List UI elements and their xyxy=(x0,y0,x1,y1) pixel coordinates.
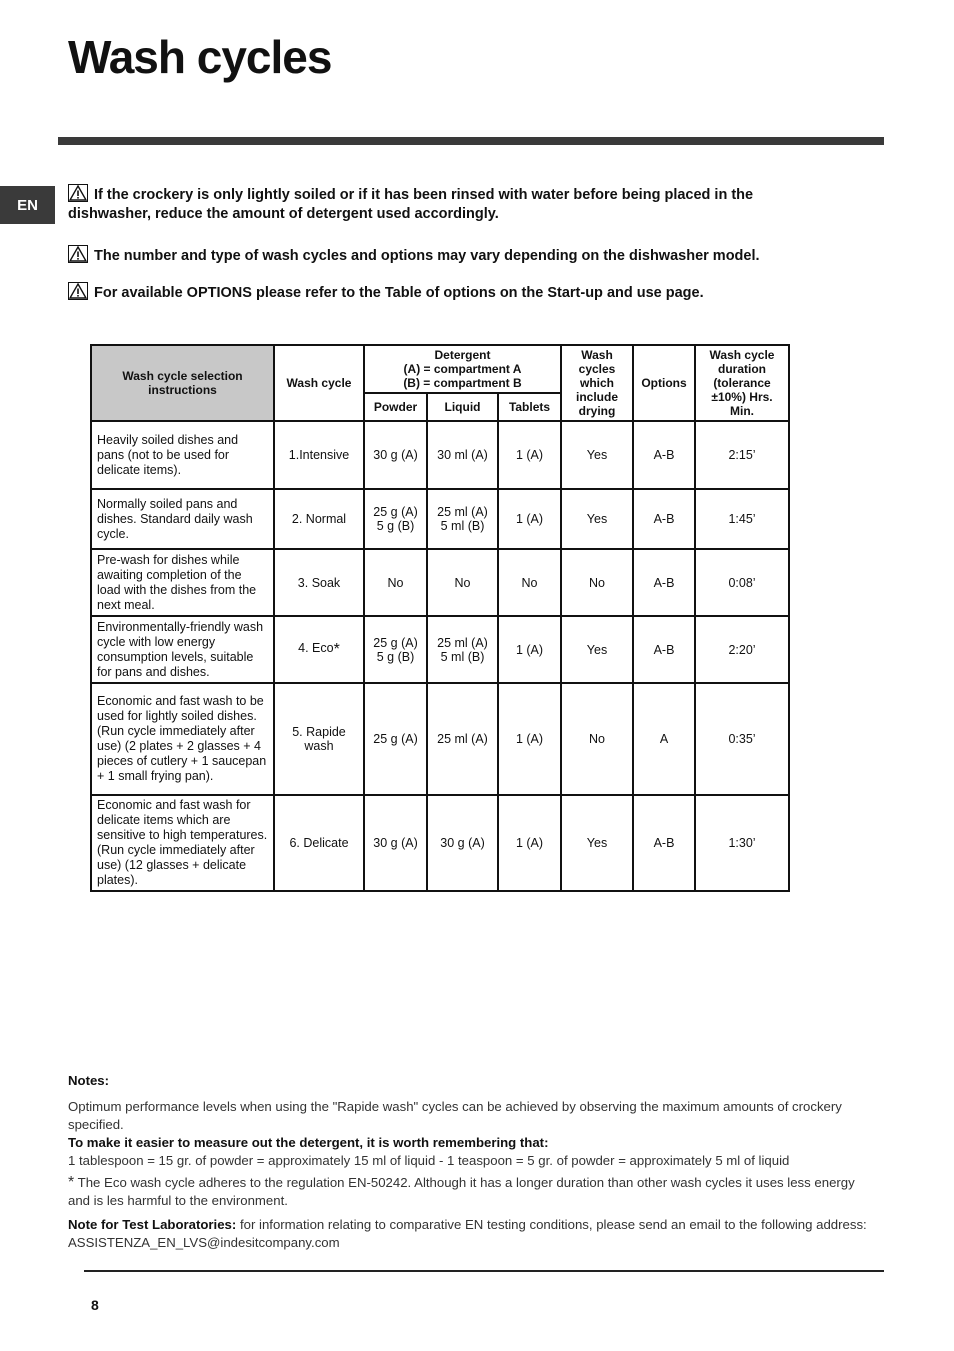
cell-cycle: 1.Intensive xyxy=(274,421,364,489)
header-instructions: Wash cycle selection instructions xyxy=(91,345,274,421)
cell-liquid: No xyxy=(427,549,498,616)
cell-drying: Yes xyxy=(561,795,633,891)
wash-cycles-table xyxy=(90,344,790,892)
cell-tablets: No xyxy=(498,549,561,616)
cell-options: A-B xyxy=(633,549,695,616)
cell-tablets: 1 (A) xyxy=(498,683,561,795)
cell-duration: 2:20’ xyxy=(695,616,789,683)
cell-powder: 30 g (A) xyxy=(364,795,427,891)
page-number: 8 xyxy=(91,1297,99,1313)
header-duration: Wash cycle duration (tolerance ±10%) Hrs. Min. xyxy=(695,345,789,421)
cell-powder: 25 g (A) 5 g (B) xyxy=(364,489,427,549)
cell-duration: 1:30’ xyxy=(695,795,789,891)
cell-tablets: 1 (A) xyxy=(498,616,561,683)
footnote-mark: * xyxy=(68,1174,75,1191)
cell-cycle: 2. Normal xyxy=(274,489,364,549)
cell-liquid: 25 ml (A) 5 ml (B) xyxy=(427,616,498,683)
warning-icon xyxy=(68,282,88,300)
header-detergent-title: Detergent xyxy=(434,348,491,362)
cell-tablets: 1 (A) xyxy=(498,795,561,891)
cell-powder: 25 g (A) 5 g (B) xyxy=(364,616,427,683)
header-options: Options xyxy=(633,345,695,421)
cell-options: A-B xyxy=(633,489,695,549)
table-row xyxy=(91,795,789,891)
notes-heading: Notes: xyxy=(68,1073,110,1088)
warning-text-2: The number and type of wash cycles and options may vary depending on the dishwasher model. xyxy=(94,248,760,264)
cell-drying: No xyxy=(561,549,633,616)
cell-options: A-B xyxy=(633,616,695,683)
top-divider xyxy=(58,137,884,145)
table-row xyxy=(91,616,789,683)
warning-icon xyxy=(68,245,88,263)
cell-powder: 25 g (A) xyxy=(364,683,427,795)
warning-icon xyxy=(68,184,88,202)
cell-cycle: 3. Soak xyxy=(274,549,364,616)
notes-measure-heading: To make it easier to measure out the detergent, it is worth remembering that: xyxy=(68,1135,549,1150)
notes-lab-text: for information relating to comparative EN testing conditions, please send an email to the following address: ASSISTENZA_EN_LVS@indesitcompany.com xyxy=(68,1217,867,1250)
table-row xyxy=(91,421,789,489)
cell-drying: No xyxy=(561,683,633,795)
cell-cycle-label: 4. Eco xyxy=(298,640,334,655)
table-row xyxy=(91,549,789,616)
cell-tablets: 1 (A) xyxy=(498,489,561,549)
header-drying: Wash cycles which include drying xyxy=(561,345,633,421)
cell-desc: Normally soiled pans and dishes. Standard daily wash cycle. xyxy=(91,489,274,549)
warning-text-3: For available OPTIONS please refer to the Table of options on the Start-up and use page. xyxy=(94,285,704,301)
cell-liquid: 25 ml (A) 5 ml (B) xyxy=(427,489,498,549)
notes-lab-label: Note for Test Laboratories: xyxy=(68,1217,237,1232)
cell-desc: Economic and fast wash to be used for lightly soiled dishes. (Run cycle immediately after use) (2 plates + 2 glasses + 4 pieces of cutlery + 1 saucepan + 1 small frying pan). xyxy=(91,683,274,795)
cell-options: A-B xyxy=(633,795,695,891)
cell-tablets: 1 (A) xyxy=(498,421,561,489)
header-detergent-a: (A) = compartment A xyxy=(403,362,522,376)
bottom-divider xyxy=(84,1270,884,1272)
cell-cycle xyxy=(274,616,364,683)
cell-duration: 0:35’ xyxy=(695,683,789,795)
cell-duration: 1:45’ xyxy=(695,489,789,549)
notes-rapide: Optimum performance levels when using the "Rapide wash" cycles can be achieved by observing the maximum amounts of crockery specified. xyxy=(68,1099,842,1132)
table-row xyxy=(91,489,789,549)
cell-duration: 0:08’ xyxy=(695,549,789,616)
warning-note-3 xyxy=(68,282,848,303)
warning-text-1: If the crockery is only lightly soiled or if it has been rinsed with water before being placed in the dishwasher, reduce the amount of detergent used accordingly. xyxy=(68,187,754,222)
cell-desc: Pre-wash for dishes while awaiting completion of the load with the dishes from the next meal. xyxy=(91,549,274,616)
warning-note-1 xyxy=(68,184,838,224)
footnote-mark: * xyxy=(333,640,340,658)
cell-desc: Environmentally-friendly wash cycle with low energy consumption levels, suitable for pans and dishes. xyxy=(91,616,274,683)
header-tablets: Tablets xyxy=(498,393,561,421)
cell-powder: 30 g (A) xyxy=(364,421,427,489)
cell-powder: No xyxy=(364,549,427,616)
cell-liquid: 30 g (A) xyxy=(427,795,498,891)
cell-drying: Yes xyxy=(561,616,633,683)
notes-section xyxy=(68,1072,878,1252)
cell-desc: Heavily soiled dishes and pans (not to be used for delicate items). xyxy=(91,421,274,489)
notes-measure-text: 1 tablespoon = 15 gr. of powder = approximately 15 ml of liquid - 1 teaspoon = 5 gr. of powder = approximately 5 ml of liquid xyxy=(68,1153,790,1168)
cell-options: A xyxy=(633,683,695,795)
cell-liquid: 30 ml (A) xyxy=(427,421,498,489)
cell-desc: Economic and fast wash for delicate items which are sensitive to high temperatures. (Run cycle immediately after use) (12 glasses + delicate plates). xyxy=(91,795,274,891)
cell-cycle: 5. Rapide wash xyxy=(274,683,364,795)
header-liquid: Liquid xyxy=(427,393,498,421)
warning-note-2 xyxy=(68,245,848,266)
cell-drying: Yes xyxy=(561,421,633,489)
cell-drying: Yes xyxy=(561,489,633,549)
header-detergent xyxy=(364,345,561,393)
cell-options: A-B xyxy=(633,421,695,489)
cell-liquid: 25 ml (A) xyxy=(427,683,498,795)
language-tab: EN xyxy=(0,186,55,224)
table-row xyxy=(91,683,789,795)
cell-cycle: 6. Delicate xyxy=(274,795,364,891)
page-title: Wash cycles xyxy=(68,31,332,83)
header-powder: Powder xyxy=(364,393,427,421)
notes-eco-text: The Eco wash cycle adheres to the regulation EN-50242. Although it has a longer duration than other wash cycles it uses less energy and is les harmful to the environment. xyxy=(68,1175,855,1208)
header-wash-cycle: Wash cycle xyxy=(274,345,364,421)
cell-duration: 2:15’ xyxy=(695,421,789,489)
header-detergent-b: (B) = compartment B xyxy=(403,376,522,390)
